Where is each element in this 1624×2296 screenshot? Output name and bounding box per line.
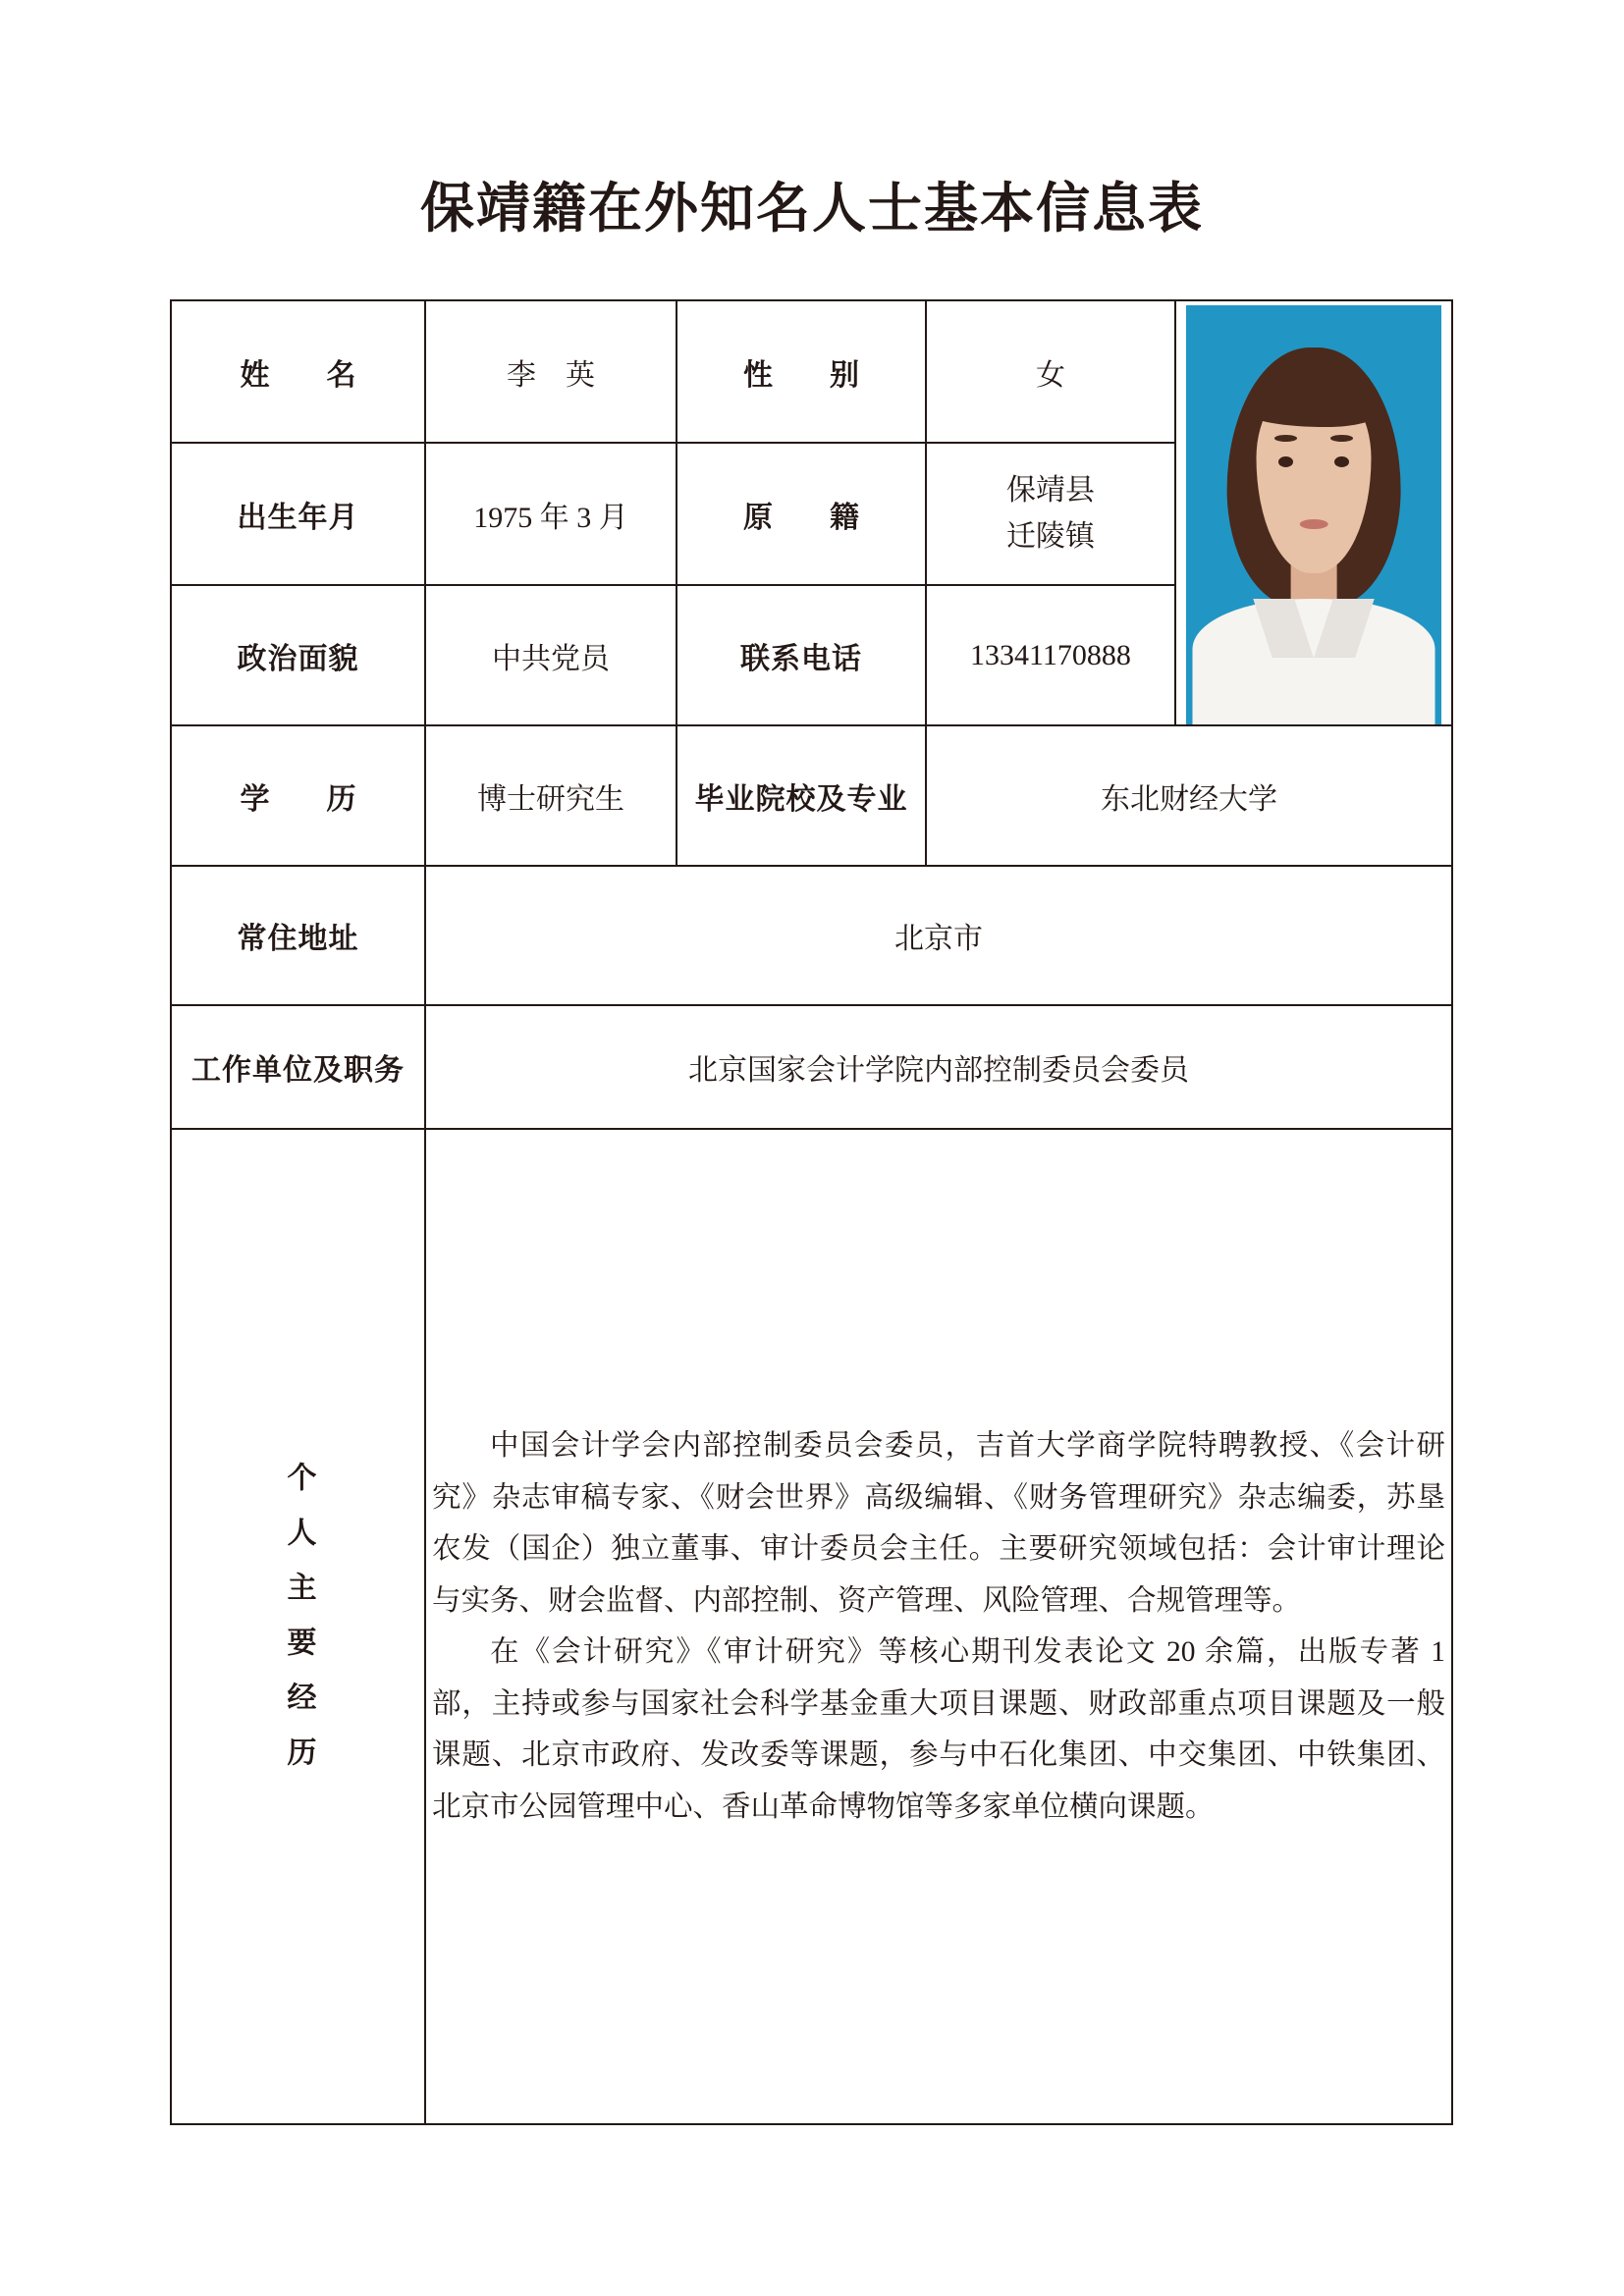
photo-cell	[1175, 300, 1452, 725]
table-row-employer	[171, 1005, 1452, 1129]
value-origin-line1: 保靖县	[1006, 474, 1095, 507]
personal-info-table	[170, 299, 1453, 2125]
value-school-major: 东北财经大学	[926, 725, 1452, 866]
label-name: 姓 名	[171, 300, 425, 443]
photo-frame	[1182, 301, 1445, 724]
label-education: 学 历	[171, 725, 425, 866]
photo-mouth	[1300, 519, 1328, 529]
label-phone: 联系电话	[677, 585, 926, 725]
label-employer-position: 工作单位及职务	[171, 1005, 425, 1129]
value-gender: 女	[926, 300, 1175, 443]
value-name: 李 英	[425, 300, 677, 443]
experience-paragraph-1: 中国会计学会内部控制委员会委员，吉首大学商学院特聘教授、《会计研究》杂志审稿专家、《财会世界》高级编辑、《财务管理研究》杂志编委，苏垦农发（国企）独立董事、审计委员会主任。主要研究领域包括：会计审计理论与实务、财会监督、内部控制、资产管理、风险管理、合规管理等。	[432, 1430, 1445, 1617]
table-row-education	[171, 725, 1452, 866]
label-gender: 性 别	[677, 300, 926, 443]
label-experience-cell	[171, 1129, 425, 2124]
value-experience-cell	[425, 1129, 1452, 2124]
experience-paragraph-2: 在《会计研究》《审计研究》等核心期刊发表论文 20 余篇，出版专著 1 部，主持或参与国家社会科学基金重大项目课题、财政部重点项目课题及一般课题、北京市政府、发改委等课题，参与中石化集团、中交集团、中铁集团、北京市公园管理中心、香山革命博物馆等多家单位横向课题。	[432, 1636, 1445, 1823]
photo-eye-left	[1278, 456, 1294, 467]
label-origin: 原 籍	[677, 443, 926, 585]
portrait-photo	[1186, 305, 1441, 724]
label-residence: 常住地址	[171, 866, 425, 1005]
label-experience: 个人主要经历	[282, 1462, 315, 1791]
value-origin-line2: 迁陵镇	[1006, 519, 1095, 553]
value-employer-position: 北京国家会计学院内部控制委员会委员	[425, 1005, 1452, 1129]
value-birth-date: 1975 年 3 月	[425, 443, 677, 585]
value-political-status: 中共党员	[425, 585, 677, 725]
page-title: 保靖籍在外知名人士基本信息表	[419, 179, 1204, 239]
value-education: 博士研究生	[425, 725, 677, 866]
label-birth-date: 出生年月	[171, 443, 425, 585]
table-row-name	[171, 300, 1452, 443]
value-origin	[926, 443, 1175, 585]
photo-eye-right	[1334, 456, 1350, 467]
label-school-major: 毕业院校及专业	[677, 725, 926, 866]
experience-text	[432, 1420, 1445, 1833]
table-row-experience	[171, 1129, 1452, 2124]
table-row-residence	[171, 866, 1452, 1005]
label-political-status: 政治面貌	[171, 585, 425, 725]
value-phone: 13341170888	[926, 585, 1175, 725]
photo-shirt-shape	[1193, 599, 1435, 724]
value-residence: 北京市	[425, 866, 1452, 1005]
